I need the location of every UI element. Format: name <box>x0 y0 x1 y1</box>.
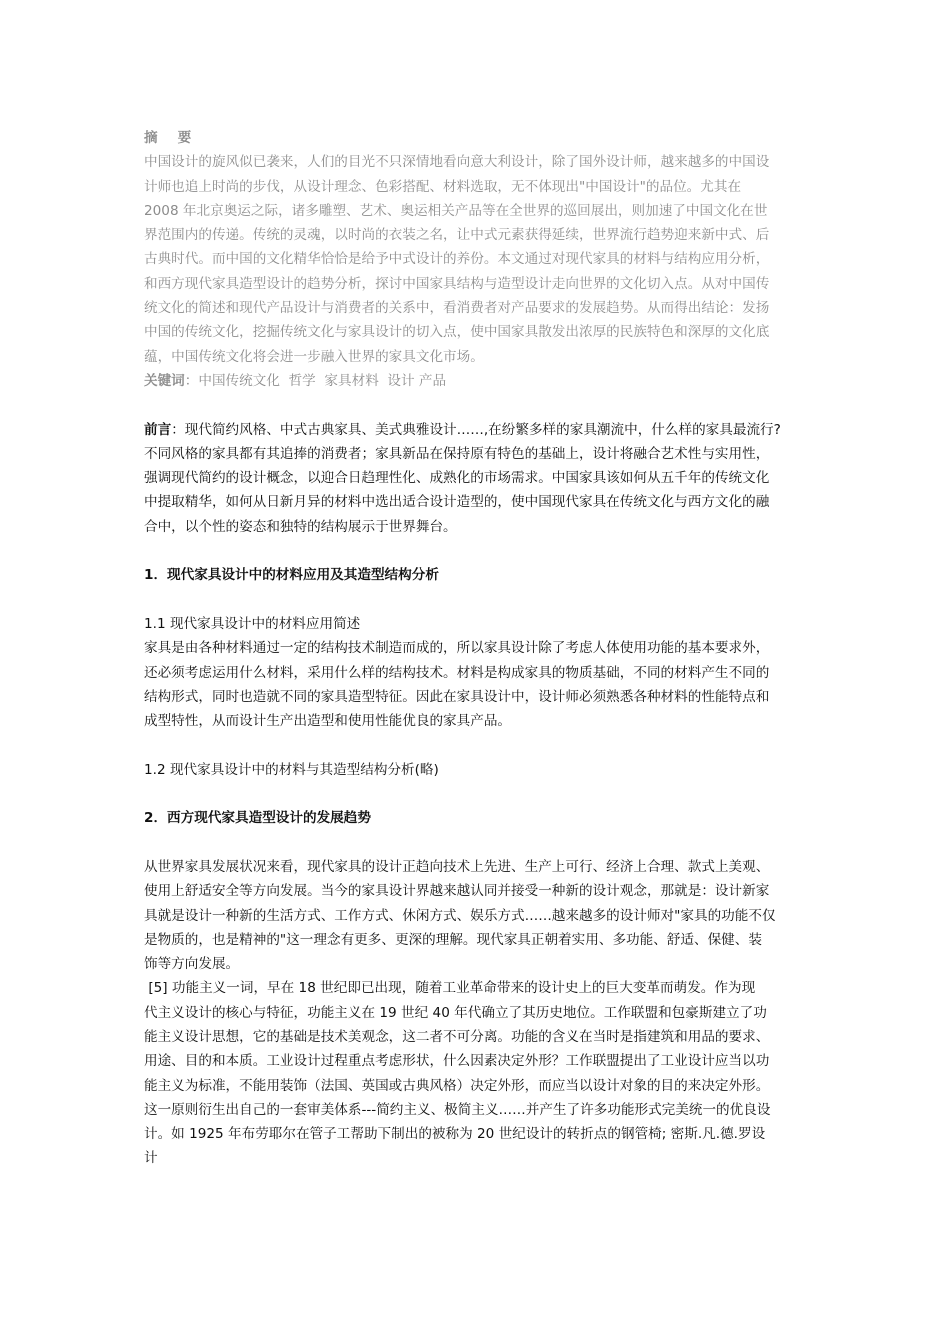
preface-label: 前言 <box>144 421 172 438</box>
abstract-line: 2008 年北京奥运之际，诸多雕塑、艺术、奥运相关产品等在全世界的巡回展出，则加速了中国文化在世 <box>144 202 768 219</box>
keywords-line <box>144 369 814 393</box>
preface-line: 合中，以个性的姿态和独特的结构展示于世界舞台。 <box>144 518 457 535</box>
section2-paragraph-line: 具就是设计一种新的生活方式、工作方式、休闲方式、娱乐方式……越来越多的设计师对"家具的功能不仅 <box>144 907 776 924</box>
subsection-1-1-heading: 1.1 现代家具设计中的材料应用简述 <box>144 615 361 632</box>
preface-first-line: ：现代简约风格、中式古典家具、美式典雅设计……,在纷繁多样的家具潮流中，什么样的家具最流行? <box>171 421 781 438</box>
section2-paragraph-line: 能主义设计思想，它的基础是技术美观念，这二者不可分离。功能的含义在当时是指建筑和用品的要求、 <box>144 1028 770 1045</box>
abstract-line: 蕴，中国传统文化将会进一步融入世界的家具文化市场。 <box>144 348 484 365</box>
abstract-heading <box>144 126 814 150</box>
subsection-1-2-heading: 1.2 现代家具设计中的材料与其造型结构分析(略) <box>144 761 439 778</box>
section1-paragraph-line: 还必须考虑运用什么材料，采用什么样的结构技术。材料是构成家具的物质基础，不同的材料产生不同的 <box>144 664 770 681</box>
section2-paragraph-line: 是物质的，也是精神的"这一理念有更多、更深的理解。现代家具正朝着实用、多功能、舒适、保健、装 <box>144 931 762 948</box>
section1-paragraph-line: 家具是由各种材料通过一定的结构技术制造而成的，所以家具设计除了考虑人体使用功能的基本要求外， <box>144 640 770 657</box>
keywords-label: 关键词 <box>144 372 185 389</box>
preface-line: 不同风格的家具都有其追捧的消费者；家具新品在保持原有特色的基础上，设计将融合艺术性与实用性， <box>144 445 770 462</box>
section2-paragraph-line: 这一原则衍生出自己的一套审美体系---简约主义、极简主义……并产生了许多功能形式完美统一的优良设 <box>144 1101 771 1118</box>
abstract-line: 界范围内的传递。传统的灵魂，以时尚的衣装之名，让中式元素获得延续，世界流行趋势迎来新中式、后 <box>144 227 770 244</box>
section2-paragraph-line: [5] 功能主义一词，早在 18 世纪即已出现，随着工业革命带来的设计史上的巨大变革而萌发。作为现 <box>144 980 756 997</box>
section2-paragraph-line: 使用上舒适安全等方向发展。当今的家具设计界越来越认同并接受一种新的设计观念，那就是：设计新家 <box>144 883 770 900</box>
abstract-line: 统文化的简述和现代产品设计与消费者的关系中，看消费者对产品要求的发展趋势。从而得出结论：发扬 <box>144 300 770 317</box>
section2-paragraph-line: 计。如 1925 年布劳耶尔在管子工帮助下制出的被称为 20 世纪设计的转折点的钢管椅; 密斯.凡.德.罗设 <box>144 1126 766 1143</box>
section1-heading: 1．现代家具设计中的材料应用及其造型结构分析 <box>144 567 439 584</box>
preface-line: 中提取精华，如何从日新月异的材料中选出适合设计造型的，使中国现代家具在传统文化与西方文化的融 <box>144 494 770 511</box>
section2-paragraph-line: 饰等方向发展。 <box>144 956 240 973</box>
preface-line: 强调现代简约的设计概念，以迎合日趋理性化、成熟化的市场需求。中国家具该如何从五千年的传统文化 <box>144 470 770 487</box>
section2-paragraph-line: 计 <box>144 1150 158 1167</box>
section2-paragraph-line: 能主义为标准，不能用装饰（法国、英国或古典风格）决定外形，而应当以设计对象的目的来决定外形。 <box>144 1077 770 1094</box>
section2-heading: 2．西方现代家具造型设计的发展趋势 <box>144 810 371 827</box>
abstract-line: 中国的传统文化，挖掘传统文化与家具设计的切入点，使中国家具散发出浓厚的民族特色和深厚的文化底 <box>144 324 770 341</box>
section2-paragraph-line: 代主义设计的核心与特征，功能主义在 19 世纪 40 年代确立了其历史地位。工作联盟和包豪斯建立了功 <box>144 1004 767 1021</box>
abstract-line: 和西方现代家具造型设计的趋势分析，探讨中国家具结构与造型设计走向世界的文化切入点。从对中国传 <box>144 275 770 292</box>
document-page <box>144 126 814 1171</box>
keywords-text: ：中国传统文化 哲学 家具材料 设计 产品 <box>184 372 447 389</box>
section1-paragraph-line: 成型特性，从而设计生产出造型和使用性能优良的家具产品。 <box>144 713 512 730</box>
preface-line <box>144 418 814 442</box>
section1-paragraph-line: 结构形式，同时也造就不同的家具造型特征。因此在家具设计中，设计师必须熟悉各种材料的性能特点和 <box>144 688 770 705</box>
abstract-line: 中国设计的旋风似已袭来，人们的目光不只深情地看向意大利设计，除了国外设计师，越来越多的中国设 <box>144 154 770 171</box>
abstract-heading-char-2: 要 <box>177 130 192 146</box>
abstract-line: 计师也追上时尚的步伐，从设计理念、色彩搭配、材料选取，无不体现出"中国设计"的品位。尤其在 <box>144 178 742 195</box>
abstract-heading-char-1: 摘 <box>144 130 158 146</box>
section2-paragraph-line: 从世界家具发展状况来看，现代家具的设计正趋向技术上先进、生产上可行、经济上合理、款式上美观、 <box>144 858 770 875</box>
abstract-line: 古典时代。而中国的文化精华恰恰是给予中式设计的养份。本文通过对现代家具的材料与结构应用分析， <box>144 251 770 268</box>
section2-paragraph-line: 用途、目的和本质。工业设计过程重点考虑形状，什么因素决定外形？工作联盟提出了工业设计应当以功 <box>144 1053 770 1070</box>
